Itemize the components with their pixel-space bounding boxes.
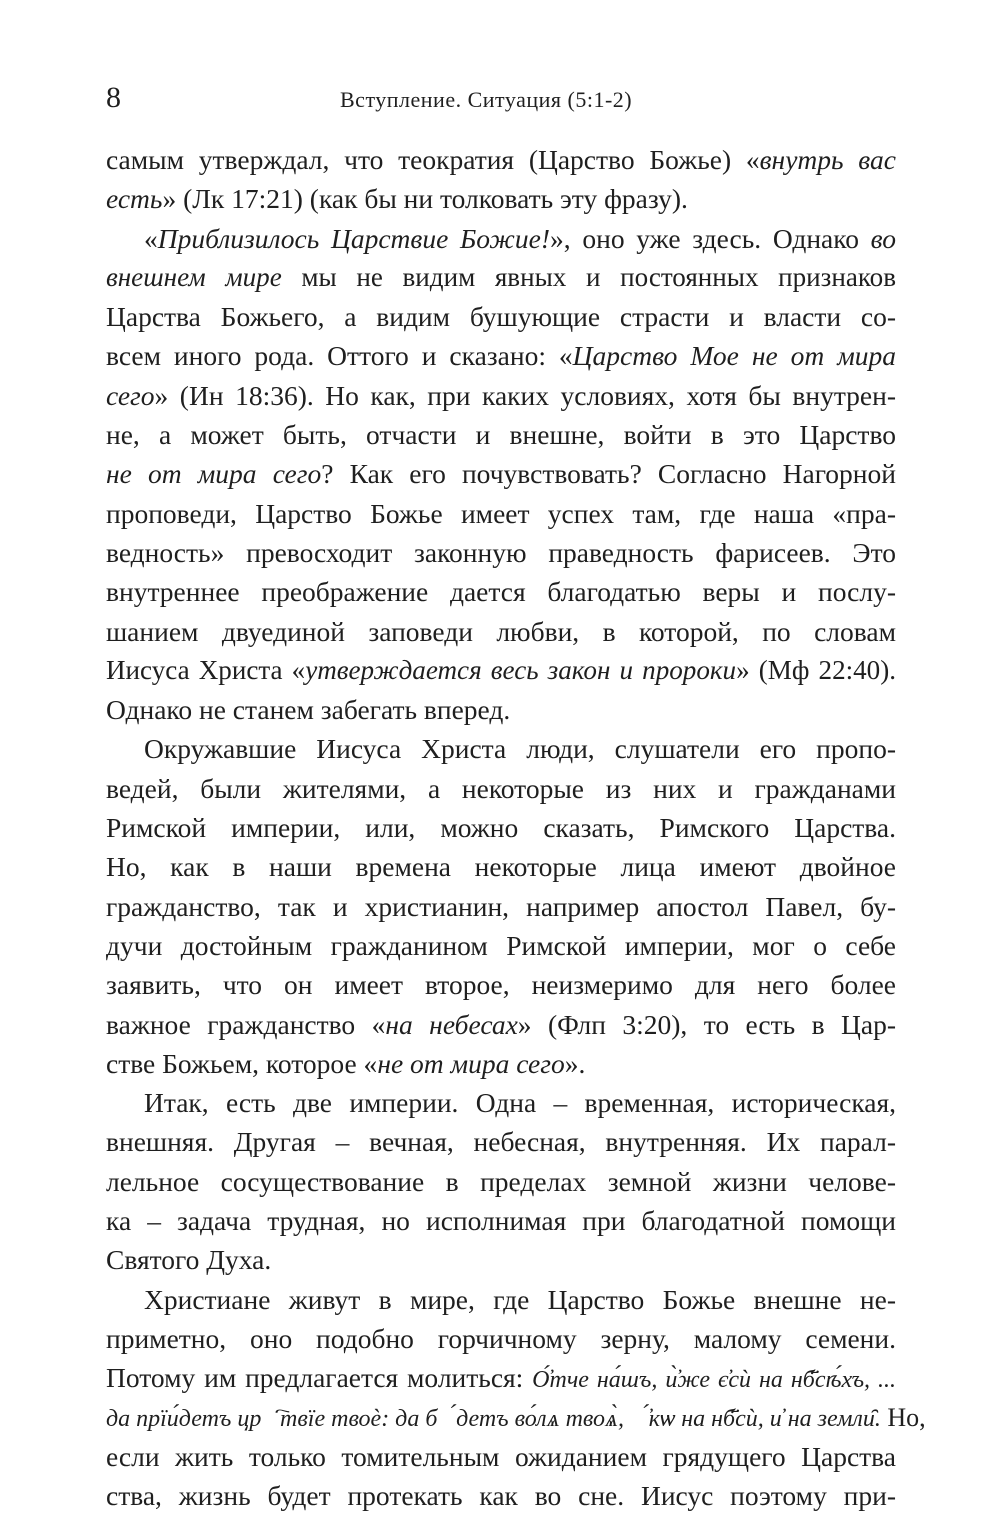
text-line xyxy=(106,1358,896,1397)
text-line xyxy=(106,219,896,258)
text-run: « xyxy=(144,222,158,254)
text-run: Итак, есть две империи. Одна – временная, историческая, xyxy=(144,1087,896,1119)
text-run: Римской империи, или, можно сказать, Римского Царства. xyxy=(106,812,896,844)
text-run: Царства Божьего, а видим бушующие страсти и власти со- xyxy=(106,301,896,333)
italic-run: сего xyxy=(106,379,155,411)
italic-run: во xyxy=(870,222,896,254)
text-line xyxy=(106,1005,896,1044)
italic-run: Царство Мое не от мира xyxy=(572,340,896,372)
text-run: если жить только томительным ожиданием грядущего Царства xyxy=(106,1440,896,1472)
text-run: шанием двуединой заповеди любви, в которой, по словам xyxy=(106,615,896,647)
text-line xyxy=(106,926,896,965)
italic-run: Приблизилось Царствие Божие! xyxy=(157,222,551,254)
text-run: Потому им предлагается молиться: xyxy=(106,1362,533,1394)
text-run: » (Флп 3:20), то есть в Цар- xyxy=(517,1008,896,1040)
text-run: ведей, были жителями, а некоторые из них и гражданами xyxy=(106,772,896,804)
italic-run: внутрь вас xyxy=(759,144,896,175)
italic-run: на небесах xyxy=(385,1008,518,1040)
text-line xyxy=(106,1437,896,1476)
text-run: Но, как в наши времена некоторые лица имеют двойное xyxy=(106,851,896,883)
text-line xyxy=(106,1201,896,1240)
text-line xyxy=(106,376,896,415)
slavonic-run: да прїи́детъ црⷭ҇твїе твоѐ: да бꙋ́детъ во́лѧ твоѧ̀, ꙗ҆́кѡ на нб҃сѝ, и҆ на земли̑. xyxy=(106,1405,881,1432)
italic-run: есть xyxy=(106,183,163,215)
text-run: Но, xyxy=(880,1402,926,1432)
text-line xyxy=(106,1476,896,1515)
text-run: гражданство, так и христианин, например апостол Павел, бу- xyxy=(106,890,896,922)
text-line xyxy=(106,1083,896,1122)
text-run: » (Мф 22:40). xyxy=(736,654,896,685)
body-text xyxy=(106,140,926,1515)
italic-run: утверждается весь закон и пророки xyxy=(305,654,737,685)
slavonic-run: О҆́тче на́шъ, и҆̀же є҆сѝ на нб҃сѣ́хъ, ... xyxy=(532,1367,896,1394)
text-run: ». xyxy=(564,1047,586,1079)
text-line xyxy=(106,847,896,886)
text-run: ? Как его почувствовать? Согласно Нагорной xyxy=(321,458,896,490)
text-line xyxy=(106,1280,896,1319)
text-line xyxy=(106,454,896,493)
text-line xyxy=(106,533,896,572)
text-line xyxy=(106,612,896,651)
text-line xyxy=(106,1122,896,1161)
text-run: Святого Духа. xyxy=(106,1244,272,1276)
text-run: не, а может быть, отчасти и внешне, войти в это Царство xyxy=(106,419,896,451)
text-run: Иисуса Христа « xyxy=(106,654,306,685)
text-run: ведность» превосходит законную праведность фарисеев. Это xyxy=(106,536,896,568)
text-line xyxy=(106,690,896,729)
text-run: всем иного рода. Оттого и сказано: « xyxy=(106,340,573,372)
text-run: важное гражданство « xyxy=(106,1008,386,1040)
text-run: мы не видим явных и постоянных признаков xyxy=(281,261,896,292)
text-line xyxy=(106,887,896,926)
italic-run: внешнем мире xyxy=(106,261,282,292)
text-line xyxy=(106,1398,926,1437)
text-run: Однако не станем забегать вперед. xyxy=(106,694,511,726)
text-line xyxy=(106,729,896,768)
text-line xyxy=(106,1240,896,1279)
text-line xyxy=(106,572,896,611)
text-line xyxy=(106,140,896,179)
text-run: приметно, оно подобно горчичному зерну, малому семени. xyxy=(106,1322,896,1354)
text-line xyxy=(106,494,896,533)
text-run: Окружавшие Иисуса Христа люди, слушатели его пропо- xyxy=(144,733,896,765)
text-line xyxy=(106,1162,896,1201)
text-line xyxy=(106,297,896,336)
text-run: Христиане живут в мире, где Царство Божье внешне не- xyxy=(144,1283,896,1315)
text-line xyxy=(106,769,896,808)
text-run: ка – задача трудная, но исполнимая при благодатной помощи xyxy=(106,1205,896,1237)
text-run: лельное сосуществование в пределах земной жизни челове- xyxy=(106,1165,896,1197)
text-line xyxy=(106,179,896,218)
text-line xyxy=(106,1044,896,1083)
text-line xyxy=(106,415,896,454)
running-title: Вступление. Ситуация (5:1-2) xyxy=(340,87,633,112)
text-run: » (Лк 17:21) (как бы ни толковать эту фразу). xyxy=(162,183,688,215)
text-line xyxy=(106,258,896,297)
text-run: проповеди, Царство Божье имеет успех там, где наша «пра- xyxy=(106,497,896,529)
text-run: заявить, что он имеет второе, неизмеримо для него более xyxy=(106,969,896,1001)
text-line xyxy=(106,808,896,847)
text-line xyxy=(106,965,896,1004)
text-line xyxy=(106,651,896,690)
italic-run: не от мира сего xyxy=(106,458,322,490)
text-run: ства, жизнь будет протекать как во сне. Иисус поэтому при- xyxy=(106,1480,896,1512)
page-number: 8 xyxy=(106,81,121,114)
text-line xyxy=(106,1319,896,1358)
text-run: » (Ин 18:36). Но как, при каких условиях, хотя бы внутрен- xyxy=(154,379,896,411)
italic-run: не от мира сего xyxy=(377,1047,565,1079)
text-run: стве Божьем, которое « xyxy=(106,1047,378,1079)
text-run: внутреннее преображение дается благодатью веры и послу- xyxy=(106,576,896,608)
text-run: самым утверждал, что теократия (Царство Божье) « xyxy=(106,144,760,175)
text-run: », оно уже здесь. Однако xyxy=(550,222,871,254)
text-run: внешняя. Другая – вечная, небесная, внутренняя. Их парал- xyxy=(106,1126,896,1158)
text-run: дучи достойным гражданином Римской империи, мог о себе xyxy=(106,929,896,961)
text-line xyxy=(106,336,896,375)
